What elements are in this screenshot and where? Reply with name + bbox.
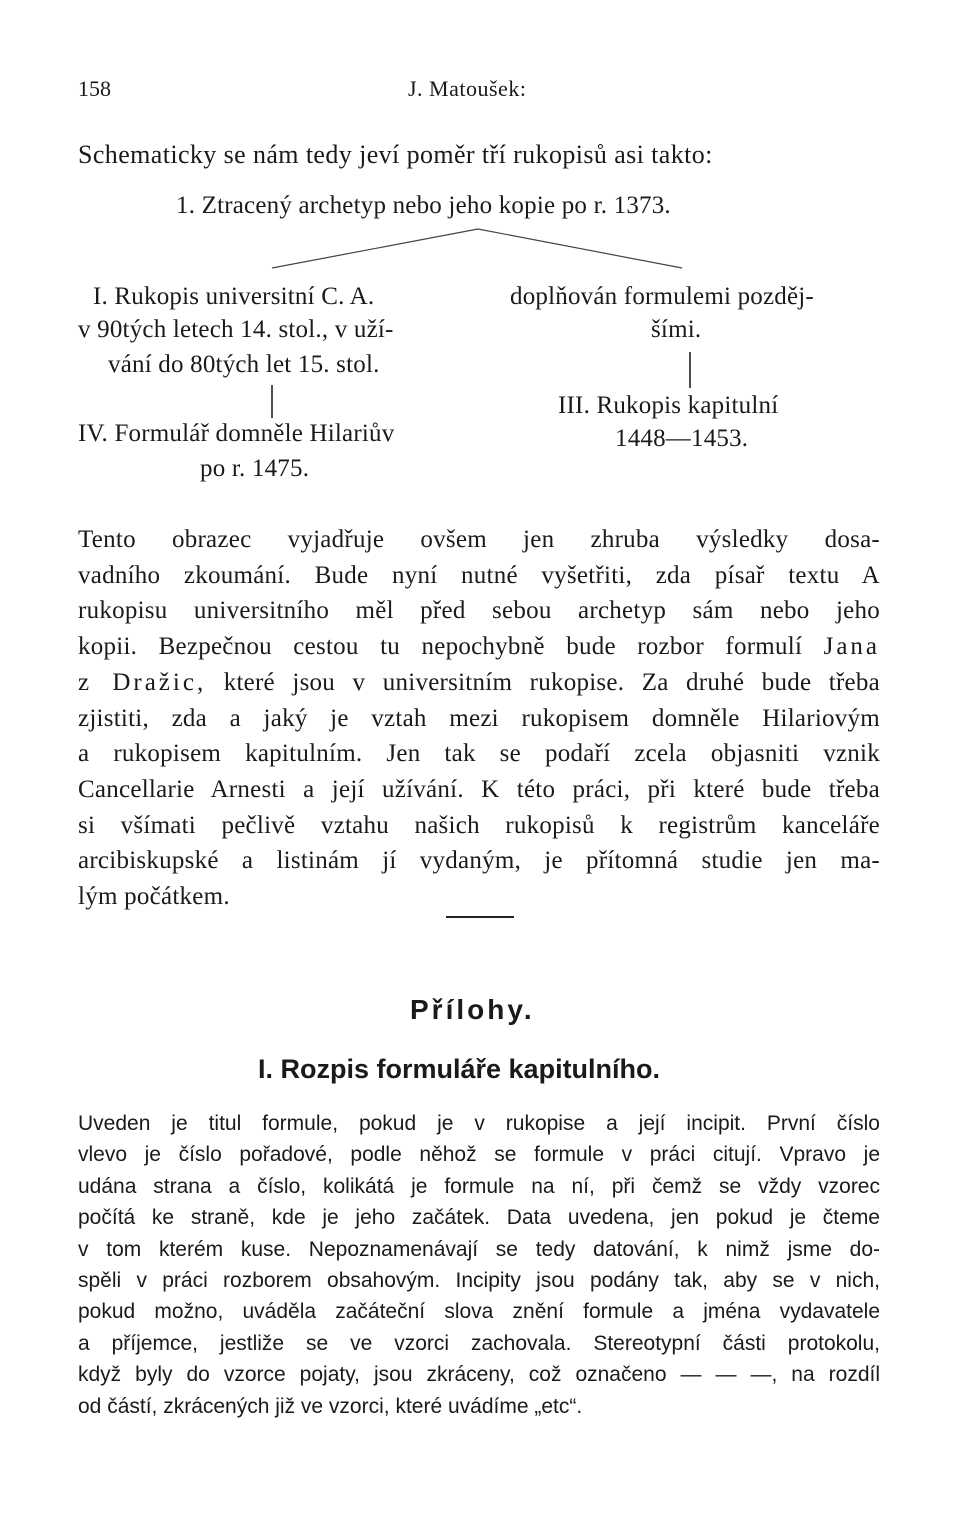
paragraph-line: rukopisu universitního měl před sebou archetyp sám nebo jeho: [78, 597, 880, 625]
schema-node-iv-line: po r. 1475.: [200, 455, 310, 482]
schema-node-iii-line: III. Rukopis kapitulní: [558, 392, 779, 419]
author-name-spaced: z Dražic,: [78, 668, 207, 696]
paragraph-line: spěli v práci rozborem obsahovým. Incipity jsou podány tak, aby se v nich,: [78, 1269, 880, 1293]
paragraph-line: v tom kterém kuse. Nepoznamenávají se tedy datování, k nimž jsme do-: [78, 1237, 880, 1261]
running-head: J. Matoušek:: [408, 76, 527, 101]
line-text: které jsou v universitním rukopise. Za druhé bude třeba: [223, 668, 880, 696]
paragraph-line: Uveden je titul formule, pokud je v rukopise a její incipit. První číslo: [78, 1112, 880, 1135]
appendix-paragraph: [78, 1108, 880, 1422]
appendix-heading: Přílohy.: [410, 994, 535, 1025]
schema-node-iv-line: IV. Formulář domněle Hilariův: [78, 420, 395, 447]
schema-connector-lines: [0, 0, 960, 520]
paragraph-line: pokud možno, uváděla začáteční slova znění formule a jména vydavatele: [78, 1300, 880, 1324]
schema-node-i-line: v 90tých letech 14. stol., v uží-: [78, 316, 394, 343]
paragraph-line: [78, 629, 880, 665]
paragraph-line: a příjemce, jestliže se ve vzorci zachovala. Stereotypní části protokolu,: [78, 1331, 880, 1355]
paragraph-line: si všímati pečlivě vztahu našich rukopisů k registrům kanceláře: [78, 811, 880, 839]
paragraph-line: počítá ke straně, kde je jeho začátek. Data uvedena, jen pokud je čteme: [78, 1206, 880, 1230]
paragraph-line: lým počátkem.: [78, 883, 230, 911]
schema-root-archetype: 1. Ztracený archetyp nebo jeho kopie po r. 1373.: [176, 192, 671, 219]
schema-node-ii-line: doplňován formulemi pozděj-: [510, 283, 814, 310]
paragraph-line: Cancellarie Arnesti a její užívání. K této práci, při které bude třeba: [78, 775, 880, 803]
paragraph-line: od částí, zkrácených již ve vzorci, které uvádíme „etc“.: [78, 1394, 583, 1418]
schema-node-iii-line: 1448—1453.: [615, 425, 749, 452]
paragraph-line: Tento obrazec vyjadřuje ovšem jen zhruba výsledky dosa-: [78, 526, 880, 553]
schema-node-ii-line: šími.: [651, 316, 702, 343]
paragraph-line: vadního zkoumání. Bude nyní nutné vyšetřiti, zda písař textu A: [78, 561, 880, 589]
paragraph-line: vlevo je číslo pořadové, podle něhož se formule v práci citují. Vpravo je: [78, 1143, 880, 1167]
intro-sentence: Schematicky se nám tedy jeví poměr tří rukopisů asi takto:: [78, 140, 713, 169]
connector-root-right: [478, 229, 682, 268]
section-separator-rule: [446, 916, 514, 918]
paragraph-line: když byly do vzorce pojaty, jsou zkráceny, což označeno — — —, na rozdíl: [78, 1363, 880, 1387]
appendix-subheading: I. Rozpis formuláře kapitulního.: [258, 1054, 661, 1084]
paragraph-line: arcibiskupské a listinám jí vydaným, je přítomná studie jen ma-: [78, 847, 880, 875]
body-paragraph: [78, 522, 880, 915]
schema-node-i-line: vání do 80tých let 15. stol.: [108, 351, 380, 378]
paragraph-line: zjistiti, zda a jaký je vztah mezi rukopisem domněle Hilariovým: [78, 704, 880, 732]
paragraph-line: udána strana a číslo, kolikátá je formule na ní, při čemž se vždy vzorec: [78, 1174, 880, 1198]
author-name-spaced: Jana: [823, 633, 881, 661]
line-text: kopii. Bezpečnou cestou tu nepochybně bude rozbor formulí: [78, 633, 803, 661]
paragraph-line: a rukopisem kapitulním. Jen tak se podaří zcela objasniti vznik: [78, 740, 880, 768]
page-number: 158: [78, 76, 111, 101]
schema-node-i-line: I. Rukopis universitní C. A.: [93, 283, 375, 310]
paragraph-line: [78, 665, 880, 701]
connector-root-left: [272, 229, 478, 268]
